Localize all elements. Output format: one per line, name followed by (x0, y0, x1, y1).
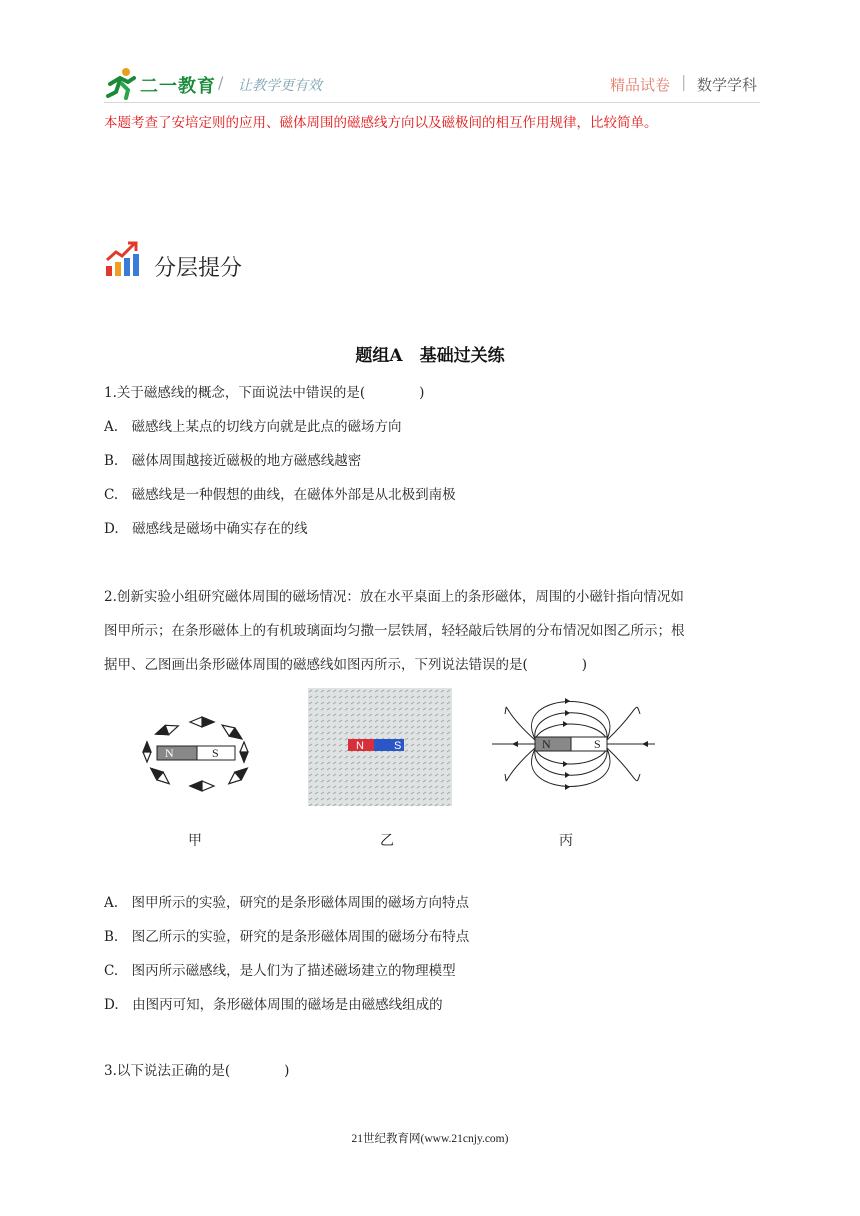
q1-stem: 1.关于磁感线的概念，下面说法中错误的是( ) (104, 385, 425, 401)
figure-caption-yi: 乙 (380, 833, 394, 849)
figure-caption-jia: 甲 (188, 833, 202, 849)
bar-magnet-yi (348, 739, 404, 752)
q2-option-c: C. 图丙所示磁感线，是人们为了描述磁场建立的物理模型 (104, 963, 456, 979)
figure-bing (490, 684, 660, 804)
header-divider (104, 102, 760, 103)
brand-slogan: 让教学更有效 (238, 78, 322, 94)
header-tag-premium: 精品试卷 (610, 76, 671, 94)
brand-slash: / (218, 73, 224, 92)
figure-yi (308, 688, 452, 806)
header-tag-subject: 数学学科 (697, 76, 758, 94)
brand-name: 二一教育 (140, 76, 216, 97)
header-separator: | (681, 72, 687, 91)
q1-option-a: A. 磁感线上某点的切线方向就是此点的磁场方向 (104, 419, 402, 435)
bar-magnet-jia (157, 746, 235, 760)
q3-stem: 3.以下说法正确的是( ) (104, 1063, 290, 1079)
magnet-n-label: N (165, 746, 174, 760)
q2-stem-line-1: 2.创新实验小组研究磁体周围的磁场情况：放在水平桌面上的条形磁体，周围的小磁针指向情况如 (104, 589, 684, 605)
group-title: 题组A 基础过关练 (355, 346, 505, 366)
q2-stem-line-2: 图甲所示；在条形磁体上的有机玻璃面均匀撒一层铁屑，轻轻敲后铁屑的分布情况如图乙所示；根 (104, 623, 685, 639)
page-footer: 21世纪教育网(www.21cnjy.com) (351, 1133, 509, 1145)
q2-option-d: D. 由图丙可知，条形磁体周围的磁场是由磁感线组成的 (104, 997, 443, 1013)
figure-caption-bing: 丙 (559, 833, 573, 849)
q1-option-c: C. 磁感线是一种假想的曲线，在磁体外部是从北极到南极 (104, 487, 456, 503)
q2-option-b: B. 图乙所示的实验，研究的是条形磁体周围的磁场分布特点 (104, 929, 470, 945)
magnet-s-label: S (212, 746, 219, 760)
q2-option-a: A. 图甲所示的实验，研究的是条形磁体周围的磁场方向特点 (104, 895, 470, 911)
q1-option-b: B. 磁体周围越接近磁极的地方磁感线越密 (104, 453, 362, 469)
answer-note: 本题考查了安培定则的应用、磁体周围的磁感线方向以及磁极间的相互作用规律，比较简单。 (104, 115, 658, 131)
magnet-s-label: S (594, 737, 601, 751)
figure-jia (132, 710, 262, 800)
q2-stem-line-3: 据甲、乙图画出条形磁体周围的磁感线如图丙所示，下列说法错误的是( ) (104, 657, 588, 673)
bar-chart-rising-icon (104, 240, 142, 278)
q1-option-d: D. 磁感线是磁场中确实存在的线 (104, 521, 308, 537)
section-title: 分层提分 (154, 256, 243, 281)
magnet-s-label: S (394, 740, 402, 752)
bar-magnet-bing (535, 737, 607, 751)
magnet-n-label: N (356, 740, 364, 752)
runner-logo-icon (104, 66, 138, 100)
magnet-n-label: N (542, 737, 551, 751)
